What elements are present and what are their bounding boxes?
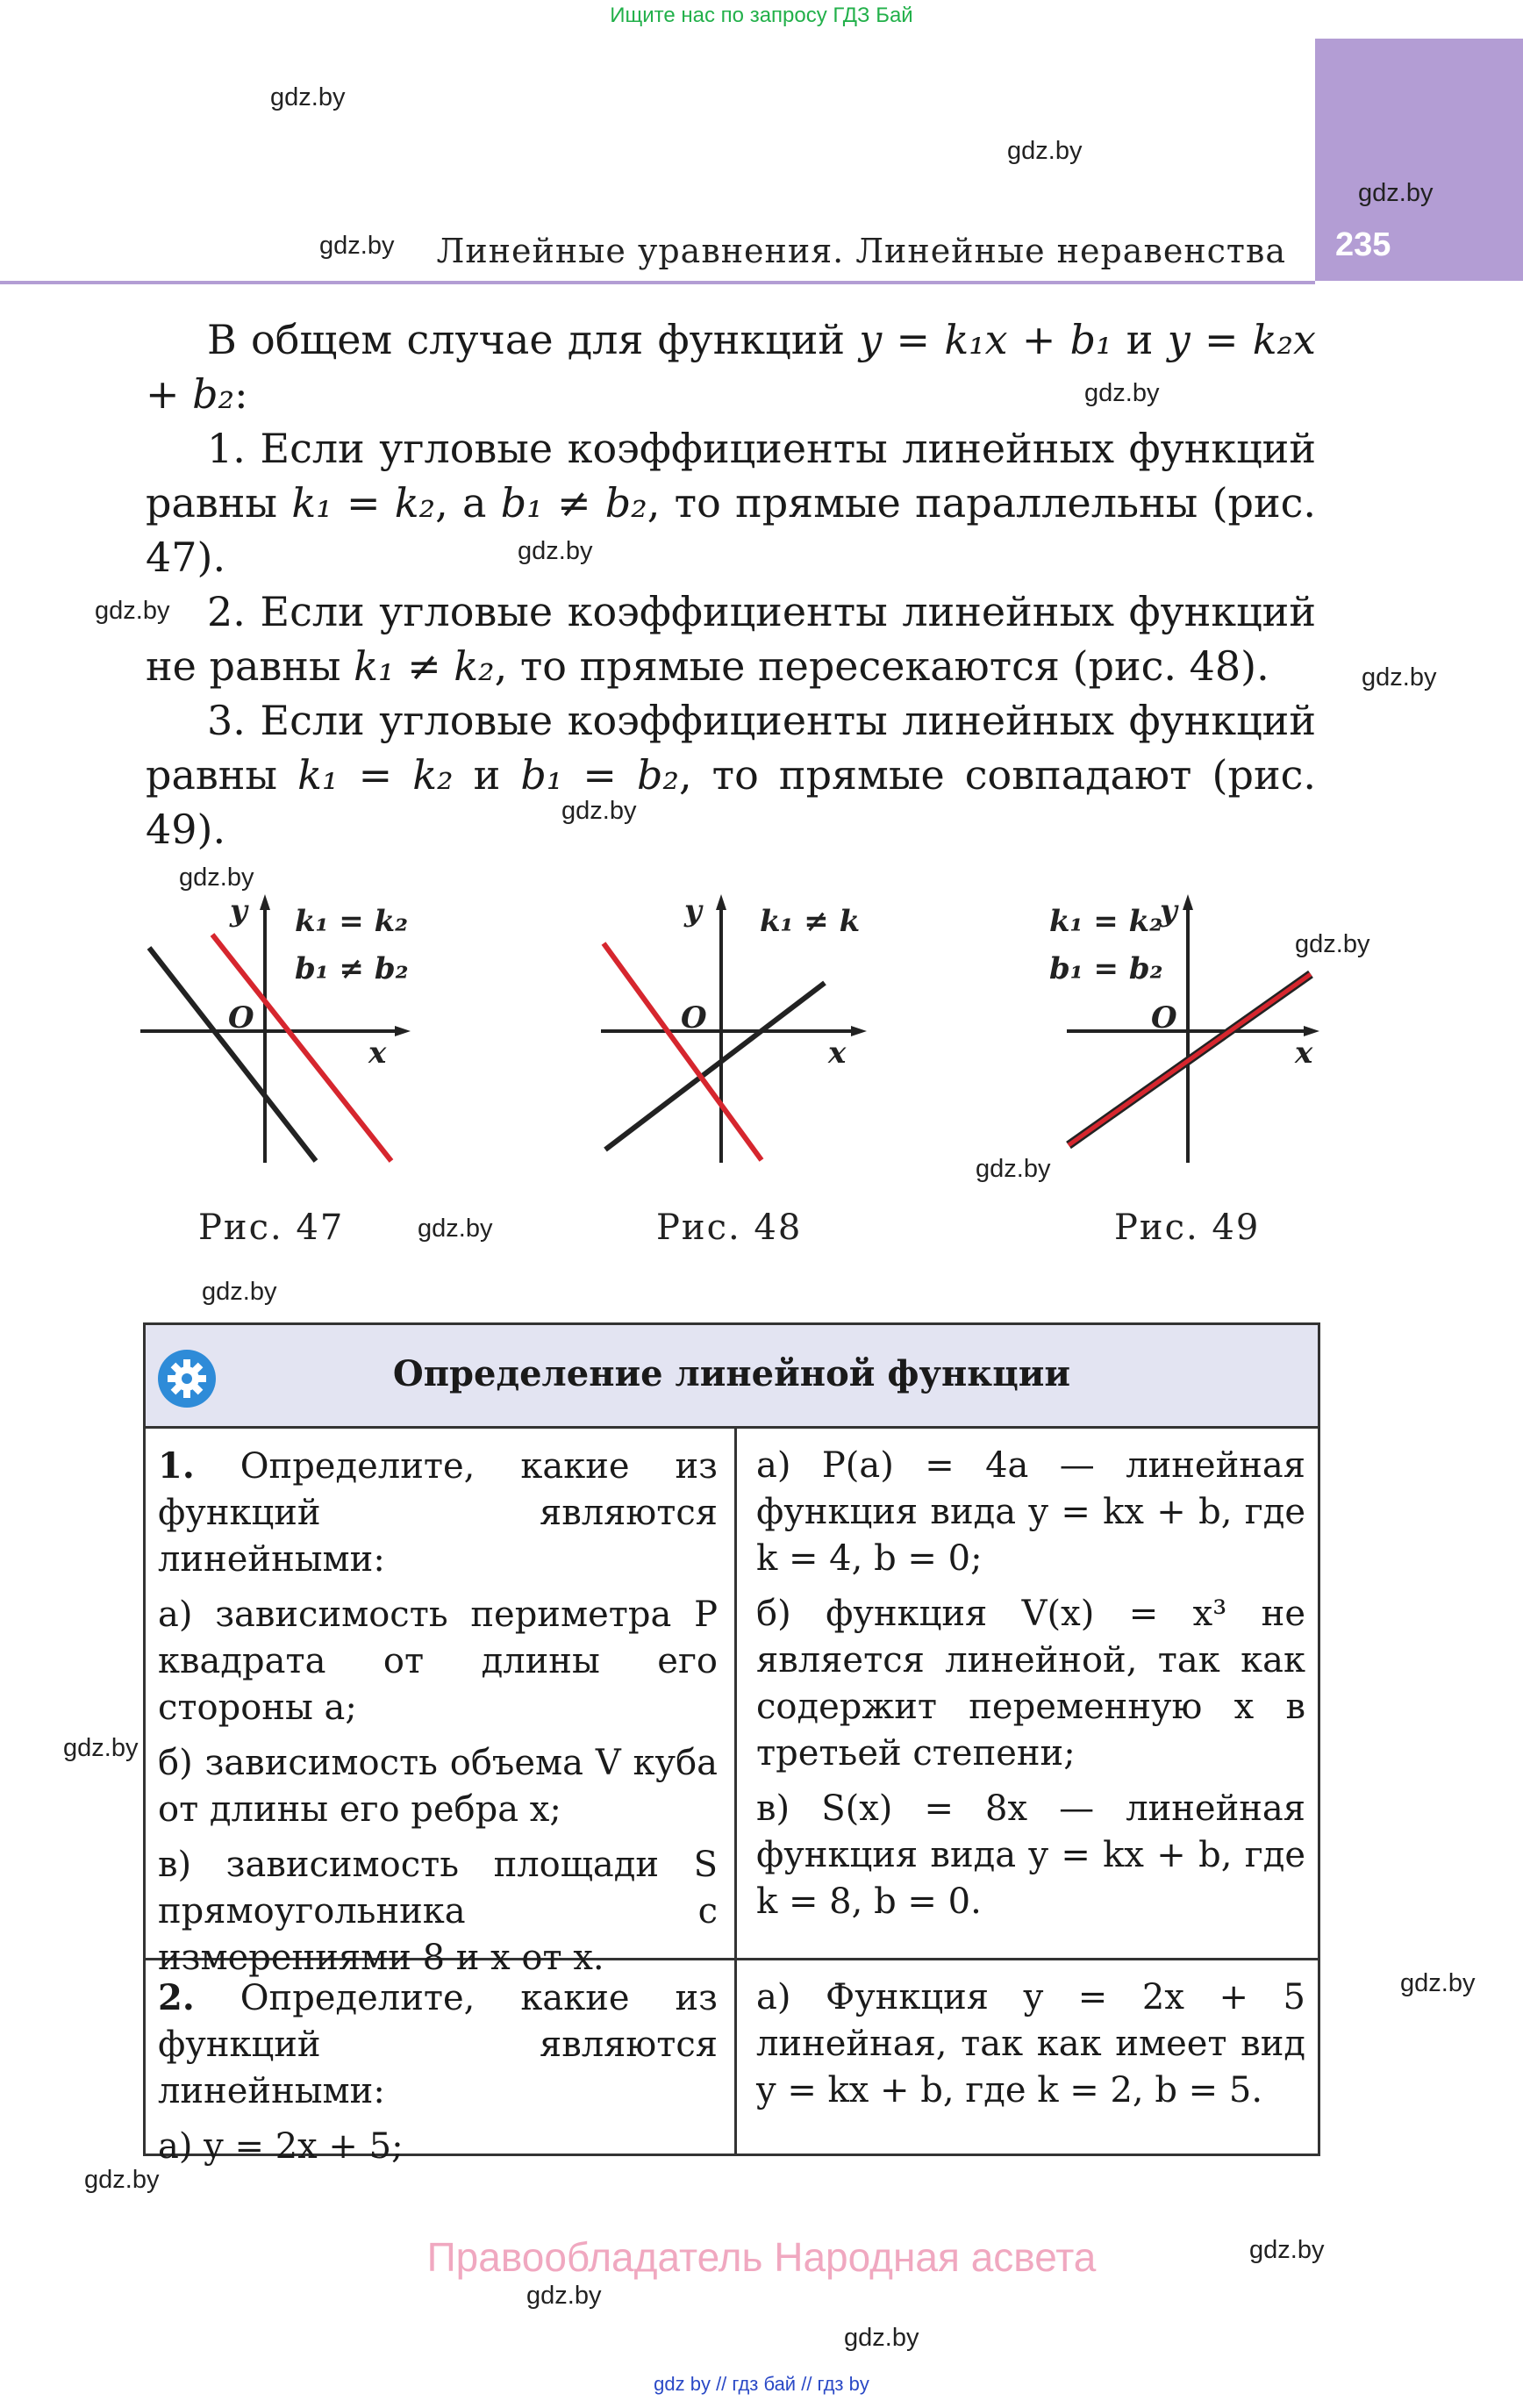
column-divider xyxy=(734,1426,737,2156)
x-label: x xyxy=(1295,1036,1313,1071)
formula: k₁ = k₂ xyxy=(297,751,454,799)
answer-item: в) S(x) = 8x — линейная функция вида y = kx + b, где k = 8, b = 0. xyxy=(756,1788,1305,1922)
formula: y = k₁x + b₁ xyxy=(859,316,1112,363)
task-number: 2. xyxy=(158,1977,195,2018)
watermark: gdz.by xyxy=(518,537,593,565)
text: , то прямые параллельны (рис. 47). xyxy=(146,479,1316,581)
y-label: y xyxy=(1160,893,1177,928)
formula: k₁ = k₂ xyxy=(291,479,436,527)
y-label: y xyxy=(684,893,702,928)
answer-item: а) Функция y = 2x + 5 линейная, так как имеет вид y = kx + b, где k = 2, b = 5. xyxy=(756,1977,1305,2111)
copyright-owner: Правообладатель Народная асвета xyxy=(426,2234,1097,2280)
watermark: gdz.by xyxy=(95,597,170,625)
cell-task-1 xyxy=(158,1443,718,1990)
watermark: gdz.by xyxy=(561,797,637,825)
y-axis-arrow xyxy=(1183,894,1193,910)
line-black xyxy=(149,948,316,1161)
k-label: k₁ = k₂ xyxy=(295,904,409,939)
figure-47 xyxy=(132,891,421,1180)
running-head: Линейные уравнения. Линейные неравенства xyxy=(436,232,1286,270)
box-header xyxy=(146,1325,1318,1429)
y-label: y xyxy=(230,893,247,928)
rule-paragraph-1 xyxy=(146,421,1316,584)
watermark: gdz.by xyxy=(1007,137,1083,165)
watermark: gdz.by xyxy=(84,2166,160,2194)
answer-item: б) функция V(x) = x³ не является линейной, так как содержит переменную x в третьей степени; xyxy=(756,1594,1305,1774)
rule-paragraph-3 xyxy=(146,693,1316,856)
task-number: 1. xyxy=(158,1445,195,1487)
watermark: gdz.by xyxy=(976,1155,1051,1183)
watermark: gdz.by xyxy=(526,2282,602,2310)
y-axis-arrow xyxy=(260,894,270,910)
b-label: b₁ = b₂ xyxy=(1049,951,1163,986)
text: и xyxy=(453,751,521,799)
task-item: а) y = 2x + 5; xyxy=(158,2126,404,2167)
header-rule xyxy=(0,281,1315,284)
watermark: gdz.by xyxy=(1358,179,1434,207)
rule-paragraph-2 xyxy=(146,584,1316,693)
task-text: Определите, какие из функций являются линейными: xyxy=(158,1446,718,1580)
y-axis-arrow xyxy=(716,894,726,910)
text: : xyxy=(234,370,248,418)
formula: k₁ ≠ k₂ xyxy=(354,642,495,690)
watermark: gdz.by xyxy=(1400,1969,1476,1997)
line-black xyxy=(605,983,825,1150)
watermark: gdz.by xyxy=(418,1215,493,1243)
caption-fig-49: Рис. 49 xyxy=(1114,1208,1261,1248)
x-label: x xyxy=(828,1036,847,1071)
figure-49 xyxy=(1049,891,1339,1180)
b-label: b₁ ≠ b₂ xyxy=(295,951,409,986)
text: 1. Если угловые коэффициенты линейных функций равны xyxy=(146,425,1316,527)
x-axis-arrow xyxy=(395,1026,411,1036)
watermark: gdz.by xyxy=(319,232,395,260)
watermark: gdz.by xyxy=(1084,379,1160,407)
watermark: gdz.by xyxy=(1295,930,1370,958)
watermark: gdz.by xyxy=(202,1278,277,1306)
text: 2. Если угловые коэффициенты линейных функций не равны xyxy=(146,588,1316,690)
text: В общем случае для функций xyxy=(207,316,860,363)
intro-paragraph xyxy=(146,312,1316,421)
origin-label: O xyxy=(1151,1000,1177,1036)
watermark: gdz.by xyxy=(1362,663,1437,692)
x-label: x xyxy=(368,1036,387,1071)
definition-box xyxy=(143,1322,1320,2167)
watermark: gdz.by xyxy=(844,2324,919,2352)
answer-item: а) P(a) = 4a — линейная функция вида y = kx + b, где k = 4, b = 0; xyxy=(756,1445,1305,1579)
text: , а xyxy=(435,479,501,527)
text: 3. Если угловые коэффициенты линейных функций равны xyxy=(146,697,1316,799)
box-title: Определение линейной функции xyxy=(392,1353,1071,1394)
x-axis-arrow xyxy=(851,1026,867,1036)
formula: b₁ ≠ b₂ xyxy=(500,479,647,527)
origin-label: O xyxy=(228,1000,254,1036)
watermark: gdz.by xyxy=(63,1734,139,1762)
text: , то прямые совпадают (рис. 49). xyxy=(146,751,1316,853)
watermark: gdz.by xyxy=(1249,2236,1325,2264)
watermark: gdz.by xyxy=(179,864,254,892)
task-item: в) зависимость площади S прямоугольника с измерениями 8 и x от x. xyxy=(158,1845,718,1978)
k-label: k₁ = k₂ xyxy=(1049,904,1163,939)
caption-fig-48: Рис. 48 xyxy=(656,1208,803,1248)
page-number: 235 xyxy=(1335,226,1391,263)
text: и xyxy=(1112,316,1168,363)
figure-48 xyxy=(597,891,886,1180)
formula: b₁ = b₂ xyxy=(520,751,679,799)
footer-links[interactable]: gdz by // гдз бай // гдз by xyxy=(654,2373,869,2395)
cell-task-2 xyxy=(158,1974,718,2179)
watermark: gdz.by xyxy=(270,83,346,111)
origin-label: O xyxy=(681,1000,707,1036)
caption-fig-47: Рис. 47 xyxy=(198,1208,345,1248)
task-item: а) зависимость периметра P квадрата от длины его стороны a; xyxy=(158,1595,718,1728)
task-text: Определите, какие из функций являются линейными: xyxy=(158,1978,718,2111)
text: , то прямые пересекаются (рис. 48). xyxy=(494,642,1269,690)
top-note: Ищите нас по запросу ГДЗ Бай xyxy=(610,4,913,27)
k-label: k₁ ≠ k xyxy=(760,904,861,939)
cell-answer-2 xyxy=(756,1974,1305,2123)
cell-answer-1 xyxy=(756,1443,1305,1934)
task-item: б) зависимость объема V куба от длины его ребра x; xyxy=(158,1743,718,1830)
formula: y = k₂x + b₂ xyxy=(146,316,1316,418)
